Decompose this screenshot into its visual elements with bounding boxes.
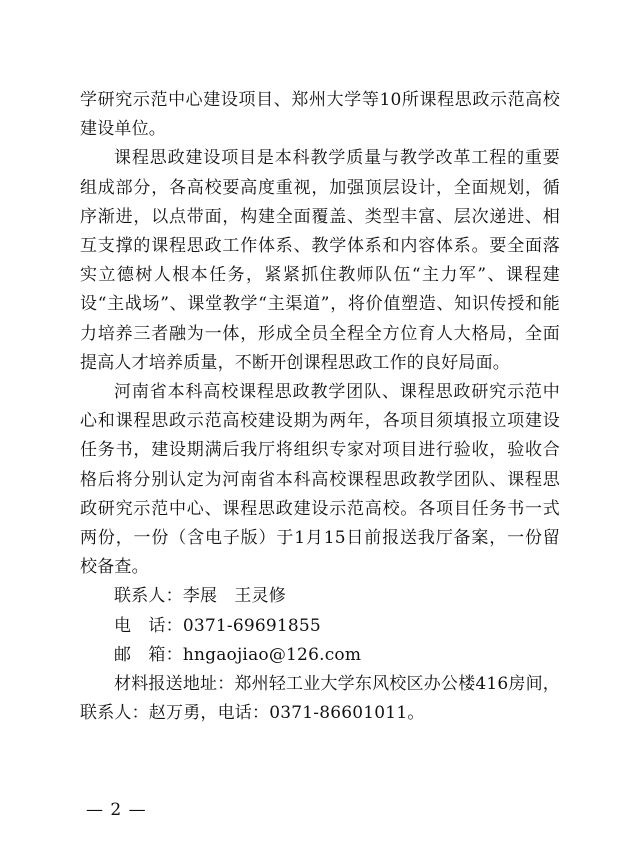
contact-email-line — [80, 641, 560, 670]
contact-people-value: 李展 王灵修 — [182, 586, 287, 607]
contact-phone-line — [80, 612, 560, 641]
contact-people-label: 联系人： — [114, 586, 183, 607]
paragraph-submission-address: 材料报送地址：郑州轻工业大学东风校区办公楼416房间，联系人：赵万勇，电话：0371-86601011。 — [80, 674, 560, 724]
paragraph-continuation: 学研究示范中心建设项目、郑州大学等10所课程思政示范高校建设单位。 — [80, 90, 560, 140]
document-body — [80, 86, 560, 728]
contact-phone-label: 电 话： — [114, 615, 183, 636]
contact-people-line — [80, 582, 560, 611]
contact-phone-value: 0371-69691855 — [182, 615, 321, 636]
paragraph-ideological-project: 课程思政建设项目是本科教学质量与教学改革工程的重要组成部分，各高校要高度重视，加强顶层设计，全面规划，循序渐进，以点带面，构建全面覆盖、类型丰富、层次递进、相互支撑的课程思政工作体系、教学体系和内容体系。要全面落实立德树人根本任务，紧紧抓住教师队伍“主力军”、课程建设“主战场”、课堂教学“主渠道”，将价值塑造、知识传授和能力培养三者融为一体，形成全员全程全方位育人大格局，全面提高人才培养质量，不断开创课程思政工作的良好局面。 — [80, 148, 560, 373]
page-number: — 2 — — [86, 800, 147, 820]
contact-email-label: 邮 箱： — [114, 644, 183, 665]
contact-email-value: hngaojiao@126.com — [182, 644, 362, 665]
paragraph-construction-period: 河南省本科高校课程思政教学团队、课程思政研究示范中心和课程思政示范高校建设期为两年，各项目须填报立项建设任务书，建设期满后我厅将组织专家对项目进行验收，验收合格后将分别认定为河南省本科高校课程思政教学团队、课程思政研究示范中心、课程思政建设示范高校。各项目任务书一式两份，一份（含电子版）于1月15日前报送我厅备案，一份留校备查。 — [80, 382, 560, 578]
